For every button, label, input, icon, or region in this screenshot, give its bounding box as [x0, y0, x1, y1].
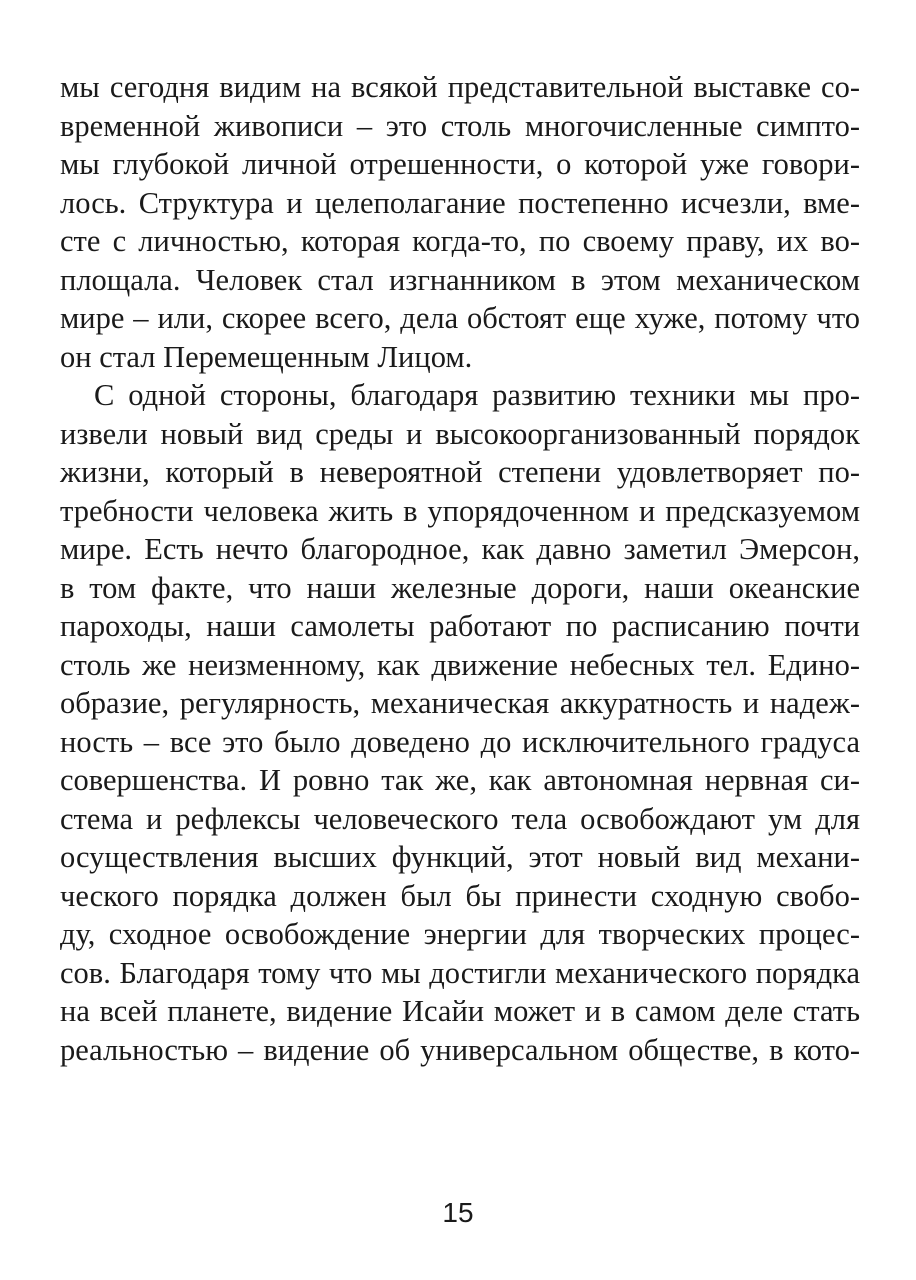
text-line: в том факте, что наши железные дороги, наши океанские [60, 570, 860, 605]
text-line: жизни, который в невероятной степени удовлетворяет по- [60, 455, 860, 489]
text-line: столь же неизменному, как движение небесных тел. Едино- [60, 647, 860, 682]
text-line: он стал Перемещенным Лицом. [60, 339, 473, 374]
text-line: осуществления высших функций, этот новый вид механи- [60, 840, 860, 874]
text-line: образие, регулярность, механическая аккуратность и надеж- [60, 686, 860, 720]
page-number: 15 [442, 1197, 474, 1228]
paragraph [60, 376, 860, 1069]
text-line: мы глубокой личной отрешенности, о которой уже говори- [60, 147, 860, 181]
text-line: мире. Есть нечто благородное, как давно заметил Эмерсон, [60, 532, 860, 566]
text-line: на всей планете, видение Исайи может и в самом деле стать [60, 994, 860, 1028]
text-line: сте с личностью, которая когда-то, по своему праву, их во- [60, 224, 860, 258]
text-line: мире – или, скорее всего, дела обстоят еще хуже, потому что [60, 301, 860, 335]
text-line: С одной стороны, благодаря развитию техники мы про- [94, 378, 860, 412]
text-line: мы сегодня видим на всякой представительной выставке со- [60, 70, 860, 104]
text-line: ность – все это было доведено до исключительного градуса [60, 724, 860, 759]
text-line: лось. Структура и целеполагание постепенно исчезли, вме- [60, 185, 860, 220]
text-line: требности человека жить в упорядоченном и предсказуемом [60, 493, 860, 528]
text-line: сов. Благодаря тому что мы достигли механического порядка [60, 955, 860, 990]
body-text [60, 68, 860, 1069]
text-line: совершенства. И ровно так же, как автономная нервная си- [60, 763, 860, 797]
text-line: ду, сходное освобождение энергии для творческих процес- [60, 917, 860, 951]
text-line: ческого порядка должен был бы принести сходную свобо- [60, 878, 860, 913]
text-line: извели новый вид среды и высокоорганизованный порядок [60, 416, 860, 451]
text-line: пароходы, наши самолеты работают по расписанию почти [60, 609, 860, 643]
text-line: площала. Человек стал изгнанником в этом механическом [60, 262, 860, 297]
text-line: реальностью – видение об универсальном обществе, в кото- [60, 1032, 860, 1067]
text-line: временной живописи – это столь многочисленные симпто- [60, 108, 860, 143]
paragraph [60, 68, 860, 376]
text-line: стема и рефлексы человеческого тела освобождают ум для [60, 801, 860, 836]
